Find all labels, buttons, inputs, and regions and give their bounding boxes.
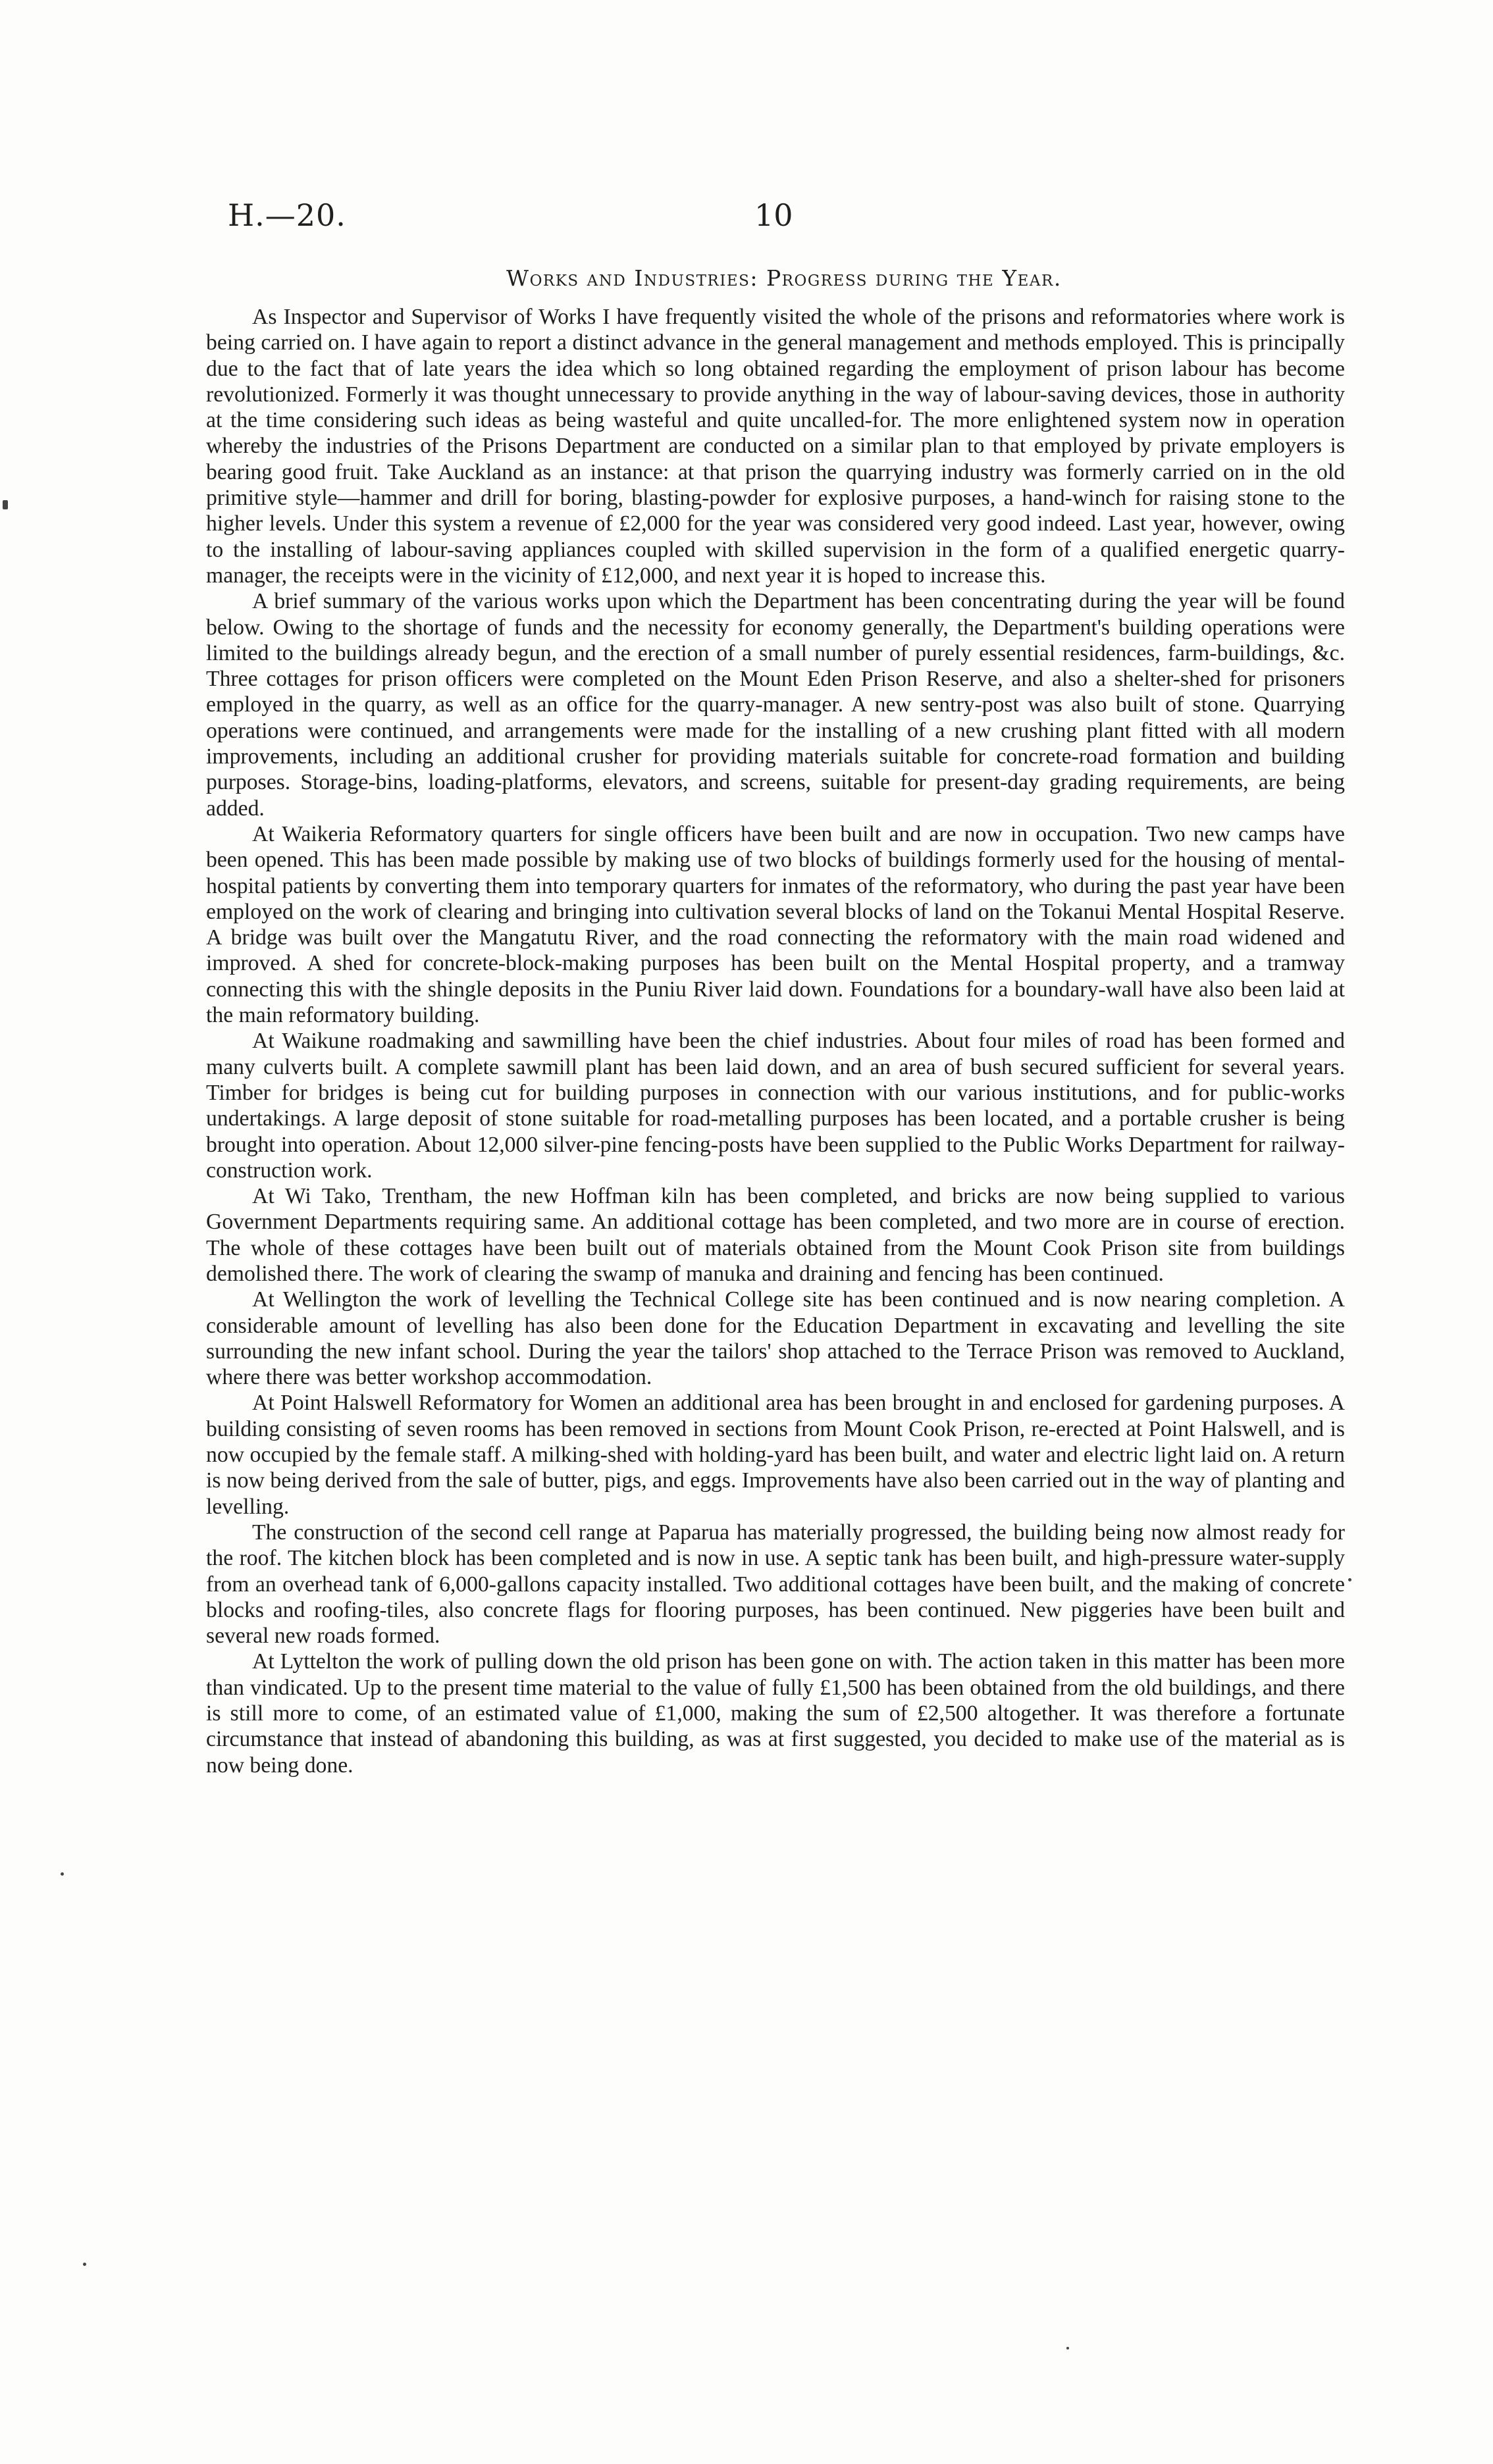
page-number: 10	[754, 197, 793, 233]
paragraph-wellington: At Wellington the work of levelling the Technical College site has been continued and is now nearing completion. A considerable amount of levelling has also been done for the Education Department in excavating and levelling the site surrounding the new infant school. During the year the tailors' shop attached to the Terrace Prison was removed to Auckland, where there was better workshop accommodation.	[206, 1287, 1345, 1390]
body-text	[206, 304, 1345, 1778]
document-reference: H.—20.	[228, 197, 346, 233]
scan-speck	[61, 1872, 64, 1876]
paragraph-lyttelton: At Lyttelton the work of pulling down the old prison has been gone on with. The action taken in this matter has been more than vindicated. Up to the present time material to the value of fully £1,500 has been obtained from the old buildings, and there is still more to come, of an estimated value of £1,000, making the sum of £2,500 altogether. It was therefore a fortunate circumstance that instead of abandoning this building, as was at first suggested, you decided to make use of the material as is now being done.	[206, 1649, 1345, 1778]
page-header	[228, 197, 1347, 237]
scan-speck	[1066, 2347, 1069, 2349]
paragraph-waikeria: At Waikeria Reformatory quarters for single officers have been built and are now in occupation. Two new camps have been opened. This has been made possible by making use of two blocks of buildings formerly used for the housing of mental-hospital patients by converting them into temporary quarters for inmates of the reformatory, who during the past year have been employed on the work of clearing and bringing into cultivation several blocks of land on the Tokanui Mental Hospital Reserve. A bridge was built over the Mangatutu River, and the road connecting the reformatory with the main road widened and improved. A shed for concrete-block-making purposes has been built on the Mental Hospital property, and a tramway connecting this with the shingle deposits in the Puniu River laid down. Foundations for a boundary-wall have also been laid at the main reformatory building.	[206, 821, 1345, 1028]
paragraph-waikune: At Waikune roadmaking and sawmilling have been the chief industries. About four miles of road has been formed and many culverts built. A complete sawmill plant has been laid down, and an area of bush secured sufficient for several years. Timber for bridges is being cut for building purposes in connection with our various institutions, and for public-works undertakings. A large deposit of stone suitable for road-metalling purposes has been located, and a portable crusher is being brought into operation. About 12,000 silver-pine fencing-posts have been supplied to the Public Works Department for railway-construction work.	[206, 1029, 1345, 1183]
paragraph-summary-auckland: A brief summary of the various works upon which the Department has been concentrating during the year will be found below. Owing to the shortage of funds and the necessity for economy generally, the Department's building operations were limited to the buildings already begun, and the erection of a small number of purely essential residences, farm-buildings, &c. Three cottages for prison officers were completed on the Mount Eden Prison Reserve, and also a shelter-shed for prisoners employed in the quarry, as well as an office for the quarry-manager. A new sentry-post was also built of stone. Quarrying operations were continued, and arrangements were made for the installing of a new crushing plant fitted with all modern improvements, including an additional crusher for providing materials suitable for concrete-road formation and building purposes. Storage-bins, loading-platforms, elevators, and screens, suitable for present-day grading requirements, are being added.	[206, 589, 1345, 821]
paragraph-paparua: The construction of the second cell range at Paparua has materially progressed, the building being now almost ready for the roof. The kitchen block has been completed and is now in use. A septic tank has been built, and high-pressure water-supply from an overhead tank of 6,000-gallons capacity installed. Two additional cottages have been built, and the making of concrete blocks and roofing-tiles, also concrete flags for flooring purposes, has been continued. New piggeries have been built and several new roads formed.	[206, 1520, 1345, 1649]
paragraph-inspector-report: As Inspector and Supervisor of Works I have frequently visited the whole of the prisons and reformatories where work is being carried on. I have again to report a distinct advance in the general management and methods employed. This is principally due to the fact that of late years the idea which so long obtained regarding the employment of prison labour has become revolutionized. Formerly it was thought unnecessary to provide anything in the way of labour-saving devices, those in authority at the time considering such ideas as being wasteful and quite uncalled-for. The more enlightened system now in operation whereby the industries of the Prisons Department are conducted on a similar plan to that employed by private employers is bearing good fruit. Take Auckland as an instance: at that prison the quarrying industry was formerly carried on in the old primitive style—hammer and drill for boring, blasting-powder for explosive purposes, a hand-winch for raising stone to the higher levels. Under this system a revenue of £2,000 for the year was considered very good indeed. Last year, however, owing to the installing of labour-saving appliances coupled with skilled supervision in the form of a qualified energetic quarry-manager, the receipts were in the vicinity of £12,000, and next year it is hoped to increase this.	[206, 305, 1345, 588]
scan-speck	[3, 500, 8, 509]
section-title: Works and Industries: Progress during the Year.	[506, 265, 1062, 291]
scan-speck	[1348, 1578, 1351, 1581]
scan-speck	[83, 2263, 86, 2266]
paragraph-point-halswell: At Point Halswell Reformatory for Women an additional area has been brought in and enclosed for gardening purposes. A building consisting of seven rooms has been removed in sections from Mount Cook Prison, re-erected at Point Halswell, and is now occupied by the female staff. A milking-shed with holding-yard has been built, and water and electric light laid on. A return is now being derived from the sale of butter, pigs, and eggs. Improvements have also been carried out in the way of planting and levelling.	[206, 1391, 1345, 1519]
paragraph-wi-tako: At Wi Tako, Trentham, the new Hoffman kiln has been completed, and bricks are now being supplied to various Government Departments requiring same. An additional cottage has been completed, and two more are in course of erection. The whole of these cottages have been built out of materials obtained from the Mount Cook Prison site from buildings demolished there. The work of clearing the swamp of manuka and draining and fencing has been continued.	[206, 1184, 1345, 1286]
